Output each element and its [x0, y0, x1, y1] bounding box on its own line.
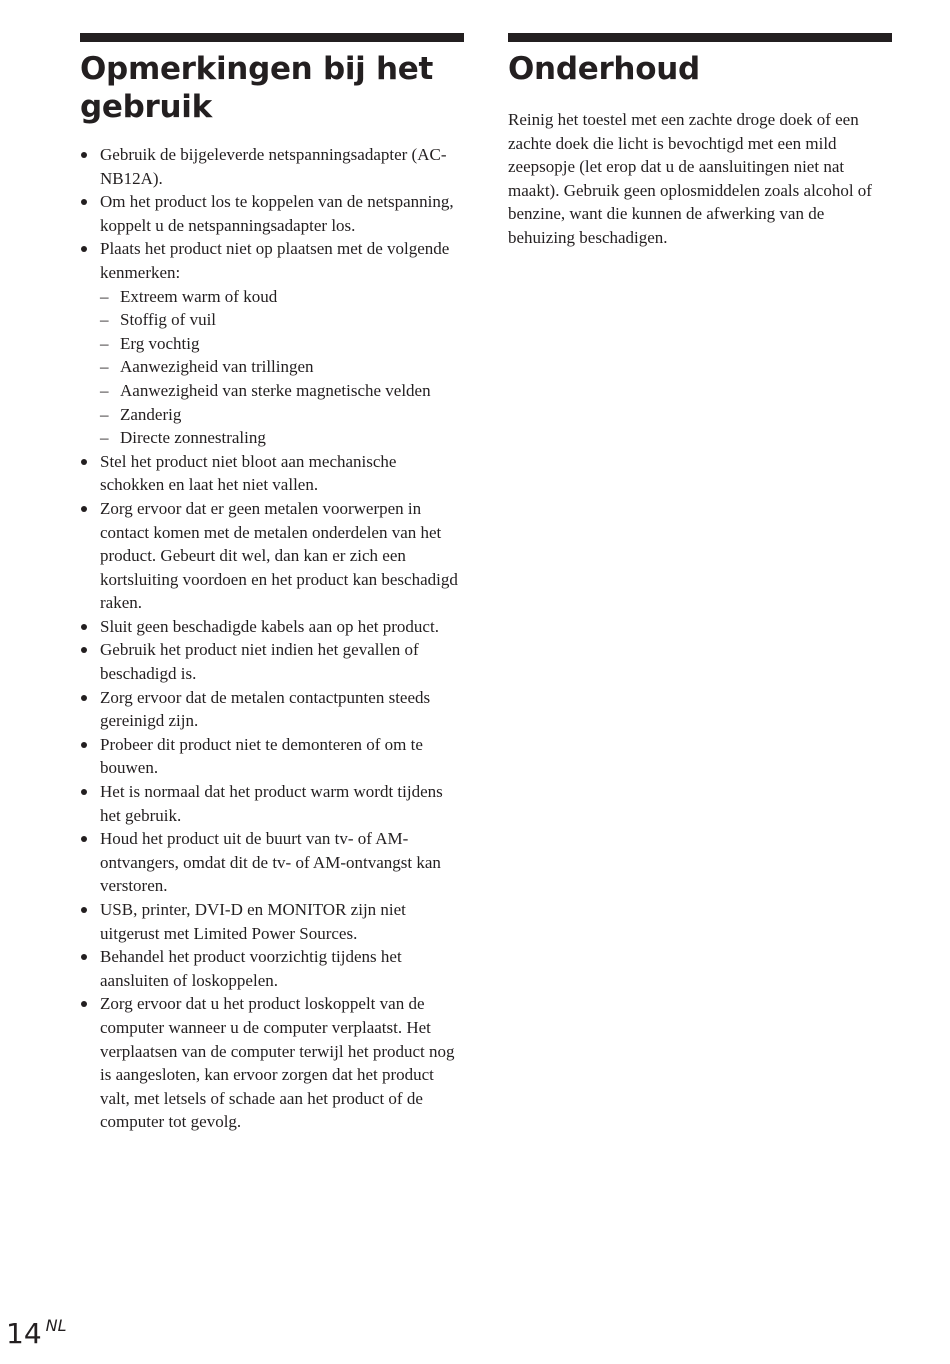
- bullet-icon: [81, 907, 87, 913]
- dash-icon: –: [100, 404, 109, 424]
- section-rule: [508, 33, 892, 42]
- bullet-icon: [81, 199, 87, 205]
- sub-list-item: – Erg vochtig: [100, 332, 464, 356]
- section-rule: [80, 33, 464, 42]
- list-item: Om het product los te koppelen van de netspanning, koppelt u de netspanningsadapter los.: [80, 190, 464, 237]
- bullet-icon: [81, 954, 87, 960]
- sub-list-item: – Directe zonnestraling: [100, 426, 464, 450]
- list-item: Plaats het product niet op plaatsen met de volgende kenmerken: – Extreem warm of koud – Stoffig of vuil – Erg vochtig – Aanwezigheid van trillingen – Aanwezigheid van sterke magnetische velden – Zanderig – Directe zonnestraling: [80, 237, 464, 449]
- list-item: Het is normaal dat het product warm wordt tijdens het gebruik.: [80, 780, 464, 827]
- list-item: Gebruik de bijgeleverde netspanningsadapter (AC-NB12A).: [80, 143, 464, 190]
- list-item: Zorg ervoor dat de metalen contactpunten steeds gereinigd zijn.: [80, 686, 464, 733]
- sub-list-item: – Aanwezigheid van sterke magnetische velden: [100, 379, 464, 403]
- list-item: Behandel het product voorzichtig tijdens het aansluiten of loskoppelen.: [80, 945, 464, 992]
- bullet-icon: [81, 246, 87, 252]
- location-conditions-list: [100, 285, 464, 450]
- list-item: Zorg ervoor dat u het product loskoppelt van de computer wanneer u de computer verplaatst. Het verplaatsen van de computer terwijl het product nog is aangesloten, kan ervoor zorgen dat het product valt, met letsels of schade aan het product of de computer tot gevolg.: [80, 992, 464, 1134]
- bullet-icon: [81, 1001, 87, 1007]
- bullet-icon: [81, 152, 87, 158]
- list-item: Stel het product niet bloot aan mechanische schokken en laat het niet vallen.: [80, 450, 464, 497]
- dash-icon: –: [100, 333, 109, 353]
- sub-list-item: – Zanderig: [100, 403, 464, 427]
- dash-icon: –: [100, 380, 109, 400]
- list-item: Sluit geen beschadigde kabels aan op het product.: [80, 615, 464, 639]
- bullet-icon: [81, 742, 87, 748]
- bullet-icon: [81, 789, 87, 795]
- bullet-icon: [81, 506, 87, 512]
- list-item: Gebruik het product niet indien het gevallen of beschadigd is.: [80, 638, 464, 685]
- bullet-icon: [81, 624, 87, 630]
- usage-notes-list: [80, 143, 464, 1134]
- bullet-icon: [81, 647, 87, 653]
- bullet-icon: [81, 836, 87, 842]
- dash-icon: –: [100, 286, 109, 306]
- sub-list-item: – Extreem warm of koud: [100, 285, 464, 309]
- dash-icon: –: [100, 357, 109, 377]
- maintenance-paragraph: Reinig het toestel met een zachte droge doek of een zachte doek die licht is bevochtigd met een mild zeepsopje (let erop dat u de aansluitingen niet nat maakt). Gebruik geen oplosmiddelen zoals alcohol of benzine, want die kunnen de afwerking van de behuizing beschadigen.: [508, 110, 872, 247]
- sub-list-item: – Aanwezigheid van trillingen: [100, 355, 464, 379]
- language-code: NL: [45, 1316, 67, 1335]
- list-item: USB, printer, DVI-D en MONITOR zijn niet uitgerust met Limited Power Sources.: [80, 898, 464, 945]
- page-footer: [6, 1318, 67, 1350]
- dash-icon: –: [100, 310, 109, 330]
- bullet-icon: [81, 695, 87, 701]
- dash-icon: –: [100, 428, 109, 448]
- list-item: Zorg ervoor dat er geen metalen voorwerpen in contact komen met de metalen onderdelen van het product. Gebeurt dit wel, dan kan er zich een kortsluiting voordoen en het product kan beschadigd raken.: [80, 497, 464, 615]
- page-number: 14: [6, 1317, 42, 1350]
- sub-list-item: – Stoffig of vuil: [100, 308, 464, 332]
- section-heading-usage-notes: Opmerkingen bij het gebruik: [80, 51, 433, 125]
- list-item: Houd het product uit de buurt van tv- of AM-ontvangers, omdat dit de tv- of AM-ontvangst kan verstoren.: [80, 827, 464, 898]
- right-column: [508, 33, 892, 250]
- left-column: [80, 33, 464, 1134]
- bullet-icon: [81, 459, 87, 465]
- section-heading-maintenance: Onderhoud: [508, 51, 700, 87]
- list-item: Probeer dit product niet te demonteren of om te bouwen.: [80, 733, 464, 780]
